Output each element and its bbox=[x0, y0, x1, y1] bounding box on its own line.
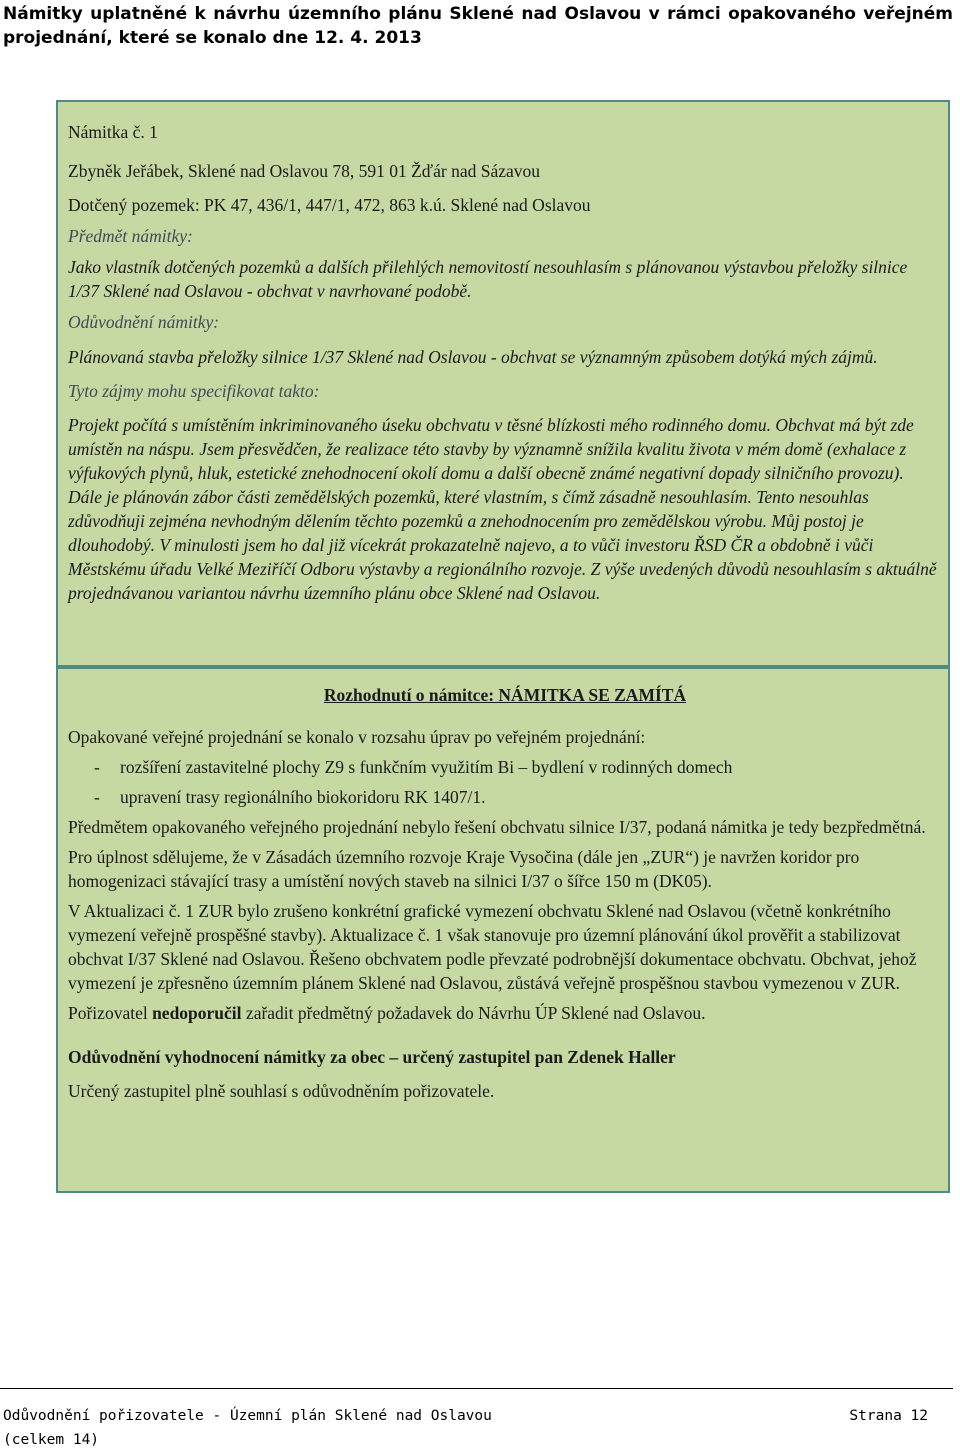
reason-label: Odůvodnění námitky: bbox=[68, 312, 220, 332]
list-item bbox=[68, 785, 942, 809]
decision-para-2: Pro úplnost sdělujeme, že v Zásadách územního rozvoje Kraje Vysočina (dále jen „ZUR“) je navržen koridor pro homogenizaci stávající trasy a umístění nových staveb na silnici I/37 o šířce 150 m (DK05). bbox=[68, 847, 860, 891]
municipality-heading: Odůvodnění vyhodnocení námitky za obec – určený zastupitel pan Zdenek Haller bbox=[68, 1047, 676, 1067]
footer-page-total: (celkem 14) bbox=[3, 1432, 100, 1448]
decision-para-4 bbox=[68, 1001, 942, 1025]
decision-para-4-pre: Pořizovatel bbox=[68, 1003, 153, 1023]
page-title: Námitky uplatněné k návrhu územního plánu Sklené nad Oslavou v rámci opakovaného veřejném projednání, které se konalo dne 12. 4. 2013 bbox=[3, 4, 953, 48]
objection-box bbox=[56, 100, 950, 667]
decision-para-4-bold: nedoporučil bbox=[152, 1003, 242, 1023]
objection-heading: Námitka č. 1 bbox=[68, 122, 158, 142]
decision-box bbox=[56, 667, 950, 1193]
interests-label: Tyto zájmy mohu specifikovat takto: bbox=[68, 381, 320, 401]
decision-para-4-post: zařadit předmětný požadavek do Návrhu ÚP Sklené nad Oslavou. bbox=[241, 1003, 706, 1023]
list-dash: - bbox=[94, 787, 100, 807]
reason-text: Plánovaná stavba přeložky silnice 1/37 Sklené nad Oslavou - obchvat se významným způsobem dotýká mých zájmů. bbox=[68, 347, 878, 367]
footer-divider bbox=[0, 1388, 953, 1389]
list-dash: - bbox=[94, 757, 100, 777]
decision-heading: Rozhodnutí o námitce: NÁMITKA SE ZAMÍTÁ bbox=[323, 685, 687, 705]
subject-text: Jako vlastník dotčených pozemků a dalších přilehlých nemovitostí nesouhlasím s plánovanou výstavbou přeložky silnice 1/37 Sklené nad Oslavou - obchvat v navrhované podobě. bbox=[68, 257, 908, 301]
list-item bbox=[68, 755, 942, 779]
municipality-text: Určený zastupitel plně souhlasí s odůvodněním pořizovatele. bbox=[68, 1081, 495, 1101]
objection-author: Zbyněk Jeřábek, Sklené nad Oslavou 78, 591 01 Žďár nad Sázavou bbox=[68, 161, 541, 181]
subject-label: Předmět námitky: bbox=[68, 226, 193, 246]
list-item-text: rozšíření zastavitelné plochy Z9 s funkčním využitím Bi – bydlení v rodinných domech bbox=[120, 757, 733, 777]
decision-para-1: Předmětem opakovaného veřejného projednání nebylo řešení obchvatu silnice I/37, podaná námitka je tedy bezpředmětná. bbox=[68, 817, 926, 837]
footer-document-title: Odůvodnění pořizovatele - Územní plán Sklené nad Oslavou bbox=[3, 1408, 492, 1424]
decision-para-3: V Aktualizaci č. 1 ZUR bylo zrušeno konkrétní grafické vymezení obchvatu Sklené nad Oslavou (včetně konkrétního vymezení veřejně prospěšné stavby). Aktualizace č. 1 však stanovuje pro územní plánování úkol prověřit a stabilizovat obchvat I/37 Sklené nad Oslavou. Řešeno obchvatem podle převzaté podrobnější dokumentace obchvatu. Obchvat, jehož vymezení je zpřesněno územním plánem Sklené nad Oslavou, zůstává veřejně prospěšnou stavbou vymezenou v ZUR. bbox=[68, 901, 917, 993]
footer-page-number: Strana 12 bbox=[849, 1408, 928, 1424]
interests-text: Projekt počítá s umístěním inkriminovaného úseku obchvatu v těsné blízkosti mého rodinného domu. Obchvat má být zde umístěn na náspu. Jsem přesvědčen, že realizace této stavby by významně snížila kvalitu života v mém domě (exhalace z výfukových plynů, hluk, estetické znehodnocení okolí domu a další obecně známé negativní dopady silničního provozu). Dále je plánován zábor části zemědělských pozemků, které vlastním, s čímž zásadně nesouhlasím. Tento nesouhlas zdůvodňuji zejména nevhodným dělením těchto pozemků a znehodnocením pro zemědělskou výrobu. Můj postoj je dlouhodobý. V minulosti jsem ho dal již vícekrát prokazatelně najevo, a to vůči investoru ŘSD ČR a obdobně i vůči Městskému úřadu Velké Meziříčí Odboru výstavby a regionálního rozvoje. Z výše uvedených důvodů nesouhlasím s aktuálně projednávanou variantou návrhu územního plánu obce Sklené nad Oslavou. bbox=[68, 415, 937, 603]
decision-intro: Opakované veřejné projednání se konalo v rozsahu úprav po veřejném projednání: bbox=[68, 727, 646, 747]
list-item-text: upravení trasy regionálního biokoridoru RK 1407/1. bbox=[120, 787, 486, 807]
objection-parcels: Dotčený pozemek: PK 47, 436/1, 447/1, 472, 863 k.ú. Sklené nad Oslavou bbox=[68, 195, 591, 215]
